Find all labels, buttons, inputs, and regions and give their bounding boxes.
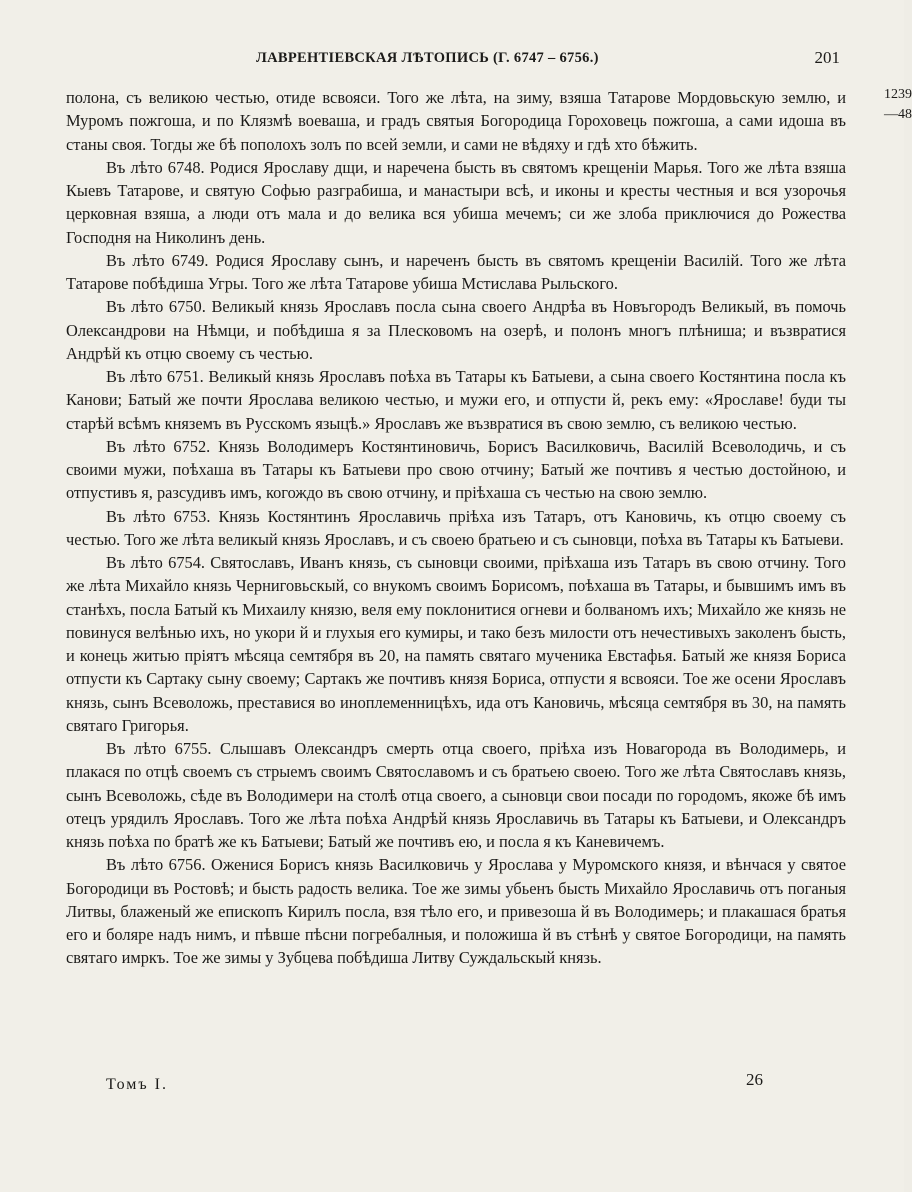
signature-mark: 26: [746, 1070, 763, 1089]
paragraph-continuation: полона, съ великою честью, отиде всвояси. Того же лѣта, на зиму, взяша Татарове Мордовьскую землю, и Муромъ пожгоша, и по Клязмѣ воеваша, и градъ святыя Богородица Гороховець пожгоша, а сами идоша въ станы своя. Тогды же бѣ пополохъ золъ по всей земли, и сами не вѣдяху и гдѣ хто бѣжить.: [66, 88, 846, 154]
paragraph-year-6750: Въ лѣто 6750. Великый князь Ярославъ посла сына своего Андрѣа въ Новъгородъ Великый, въ помочь Олександрови на Нѣмци, и побѣдиша я за Плесковомъ на озерѣ, и полонъ многъ плѣниша; и възвратися Андрѣй къ отцю своему съ честью.: [66, 297, 846, 363]
page-footer: [66, 1070, 846, 1096]
page-header: [66, 50, 846, 72]
paragraph-year-6754: Въ лѣто 6754. Святославъ, Иванъ князь, съ сыновци своими, пріѣхаша изъ Татаръ въ свою отчину. Того же лѣта Михайло князь Черниговьскый, со внукомъ своимъ Борисомъ, поѣхаша въ Татары, и бывшимъ имъ въ станѣхъ, посла Батый къ Михаилу князю, веля ему поклонитися огневи и болваномъ ихъ; Михайло же князь не повинуся велѣнью ихъ, но укори й и глухыя его кумиры, и тако безъ милости отъ нечестивыхъ заколенъ бысть, и конець житью пріятъ мѣсяца семтября въ 20, на память святаго мученика Евстафья. Батый же князя Бориса отпусти къ Сартаку сыну своему; Сартакъ же почтивъ князя Бориса, отпусти я всвояси. Тое же осени Ярославъ князь, сынъ Всеволожь, преставися во иноплеменницѣхъ, ида отъ Кановичь, мѣсяца семтября въ 30, на память святаго Григорья.: [66, 553, 846, 735]
volume-label: Томъ I.: [106, 1076, 168, 1093]
page-number: 201: [814, 48, 840, 67]
paragraph-year-6749: Въ лѣто 6749. Родися Ярославу сынъ, и нареченъ бысть въ святомъ крещеніи Василій. Того же лѣта Татарове побѣдиша Угры. Того же лѣта Татарове убиша Мстислава Рыльского.: [66, 250, 846, 293]
paragraph-year-6756: Въ лѣто 6756. Оженися Борисъ князь Василковичь у Ярослава у Муромского князя, и вѣнчася у святое Богородици въ Ростовѣ; и бысть радость велика. Тое же зимы убьенъ бысть Михайло Ярославичь отъ поганыя Литвы, блаженый же епископъ Кирилъ посла, взя тѣло его, и привезоша й въ Володимерь; и плакашася братья его и боляре надъ нимъ, и пѣвше пѣсни погребалныя, и положиша й въ стѣнѣ у святое Богородици, на память святаго имркъ. Тое же зимы у Зубцева побѣдиша Литву Суждальскый князь.: [66, 855, 846, 968]
paragraph-year-6753: Въ лѣто 6753. Князь Костянтинъ Ярославичь пріѣха изъ Татаръ, отъ Кановичь, къ отцю своему съ честью. Того же лѣта великый князь Ярославъ, и съ своею братьею и съ сыновци, поѣха въ Татары къ Батыеви.: [66, 506, 846, 549]
chronicle-text: [66, 86, 846, 970]
paragraph-year-6751: Въ лѣто 6751. Великый князь Ярославъ поѣха въ Татары къ Батыеви, а сына своего Костянтина посла къ Канови; Батый же почти Ярослава великою честью, и мужи его, и отпусти й, рекъ ему: «Ярославе! буди ты старѣй всѣмъ княземъ въ Русскомъ языцѣ.» Ярославъ же възвратися въ свою землю, съ великою честью.: [66, 367, 846, 433]
paragraph-year-6755: Въ лѣто 6755. Слышавъ Олександръ смерть отца своего, пріѣха изъ Новагорода въ Володимерь, и плакася по отцѣ своемъ съ стрыемъ своимъ Святославомъ и съ братьею своею. Того же лѣта Святославъ князь, сынъ Всеволожь, сѣде въ Володимери на столѣ отца своего, а сыновци свои посади по городомъ, якоже бѣ имъ отецъ урядилъ Ярославъ. Того же лѣта поѣха Андрѣй князь Ярославичь въ Татары къ Батыеви, и Олександръ князь поѣха по братѣ же къ Батыеви; Батый же почтивъ ею, и посла я къ Каневичемъ.: [66, 739, 846, 851]
marginal-year-note: 1239 —48: [884, 87, 912, 122]
running-title: ЛАВРЕНТІЕВСКАЯ ЛѢТОПИСЬ (Г. 6747 – 6756.): [256, 50, 599, 66]
paragraph-year-6748: Въ лѣто 6748. Родися Ярославу дщи, и наречена бысть въ святомъ крещеніи Марья. Того же лѣта взяша Кыевъ Татарове, и святую Софью разграбиша, и манастыри всѣ, и иконы и кресты честныя и вся узорочья церковная взяша, а люди отъ мала и до велика вся убиша мечемъ; си же злоба приключися до Рожества Господня на Николинъ день.: [66, 157, 846, 247]
paragraph-year-6752: Въ лѣто 6752. Князь Володимеръ Костянтиновичь, Борисъ Василковичь, Василій Всеволодичь, и съ своими мужи, поѣхаша въ Татары къ Батыеви про свою отчину; Батый же почтивъ я честью достойною, и отпустивъ я, разсудивъ имъ, когождо въ свою отчину, и пріѣхаша съ честью на свою землю.: [66, 436, 846, 503]
